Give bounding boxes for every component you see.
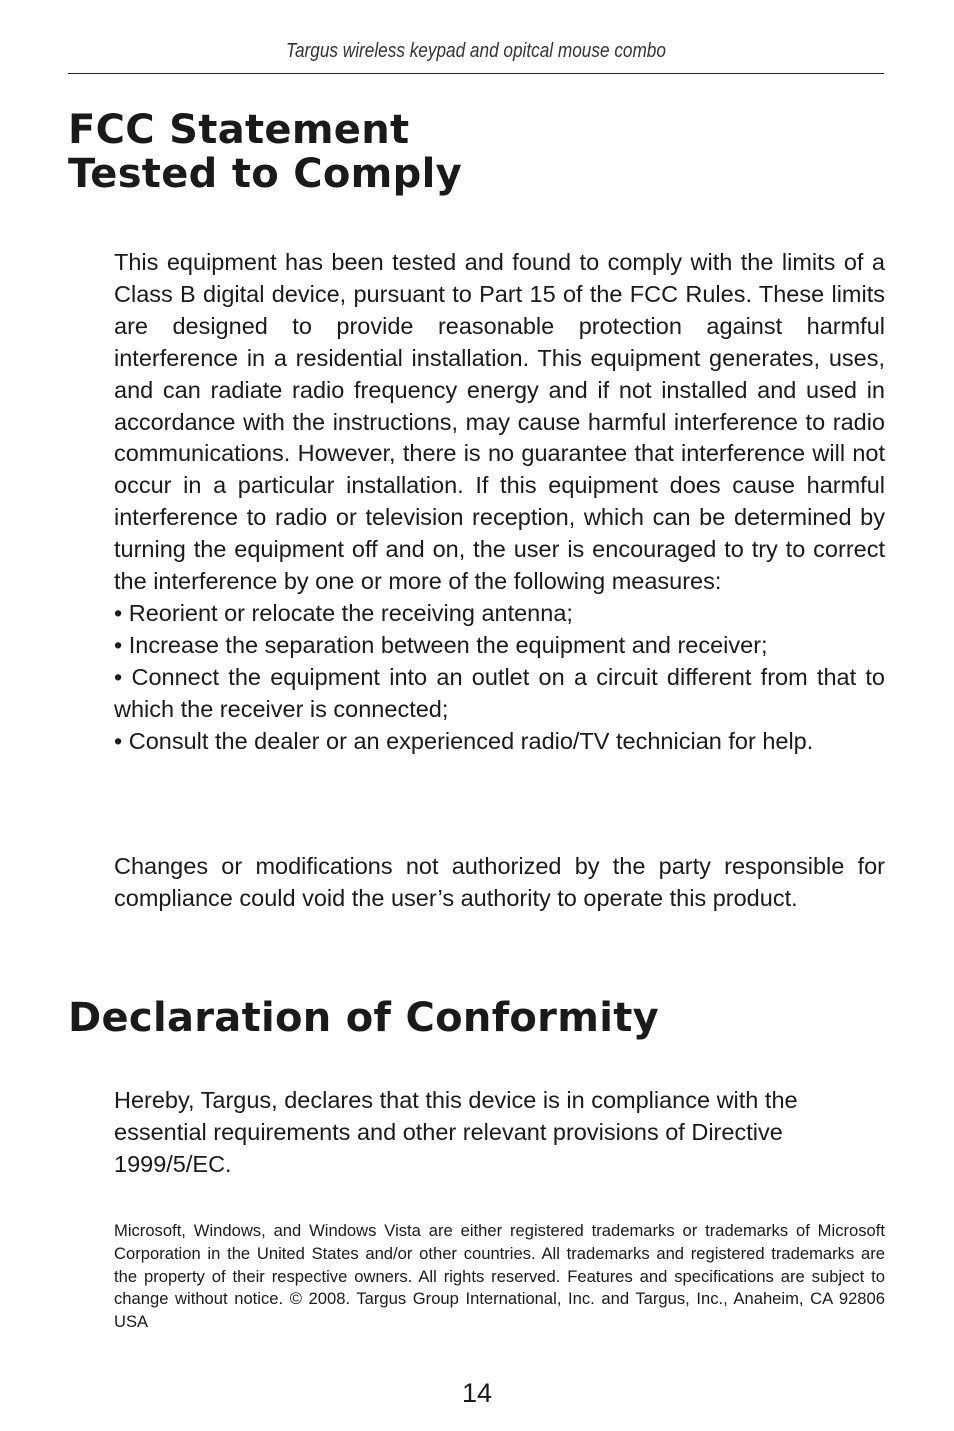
page-number: 14 [461,1378,493,1408]
measure-item: • Connect the equipment into an outlet on a circuit different from that to which the receiver is connected; [114,663,885,722]
header-rule [68,73,884,74]
trademark-notice: Microsoft, Windows, and Windows Vista are either registered trademarks or trademarks of Microsoft Corporation in the United States and/or other countries. All trademarks and registered trademarks are the property of their respective owners. All rights reserved. Features and specifications are subject to change without notice. © 2008. Targus Group International, Inc. and Targus, Inc., Anaheim, CA 92806 USA [114,1221,885,1332]
fcc-section-title [68,108,462,196]
fcc-statement-body [114,247,885,758]
declaration-paragraph: Hereby, Targus, declares that this device is in compliance with the essential requirements and other relevant provisions of Directive 1999/5/EC. [114,1087,798,1177]
declaration-title: Declaration of Conformity [68,995,659,1041]
fcc-changes-block [114,851,885,915]
declaration-block [114,1085,885,1181]
measure-item: • Consult the dealer or an experienced radio/TV technician for help. [114,727,814,754]
running-header: Targus wireless keypad and opitcal mouse combo [286,40,666,62]
fcc-intro-paragraph: This equipment has been tested and found to comply with the limits of a Class B digital device, pursuant to Part 15 of the FCC Rules. These limits are designed to provide reasonable protection against harmful interference in a residential installation. This equipment generates, uses, and can radiate radio frequency energy and if not installed and used in accordance with the instructions, may cause harmful interference to radio communications. However, there is no guarantee that interference will not occur in a particular installation. If this equipment does cause harmful interference to radio or television reception, which can be determined by turning the equipment off and on, the user is encouraged to try to correct the interference by one or more of the following measures: [114,249,885,595]
measure-item: • Reorient or relocate the receiving antenna; [114,599,573,626]
fcc-title-line2: Tested to Comply [68,151,462,197]
measure-item: • Increase the separation between the equipment and receiver; [114,631,768,658]
fcc-changes-paragraph: Changes or modifications not authorized by the party responsible for compliance could void the user’s authority to operate this product. [114,853,885,911]
fcc-title-line1: FCC Statement [68,107,410,153]
